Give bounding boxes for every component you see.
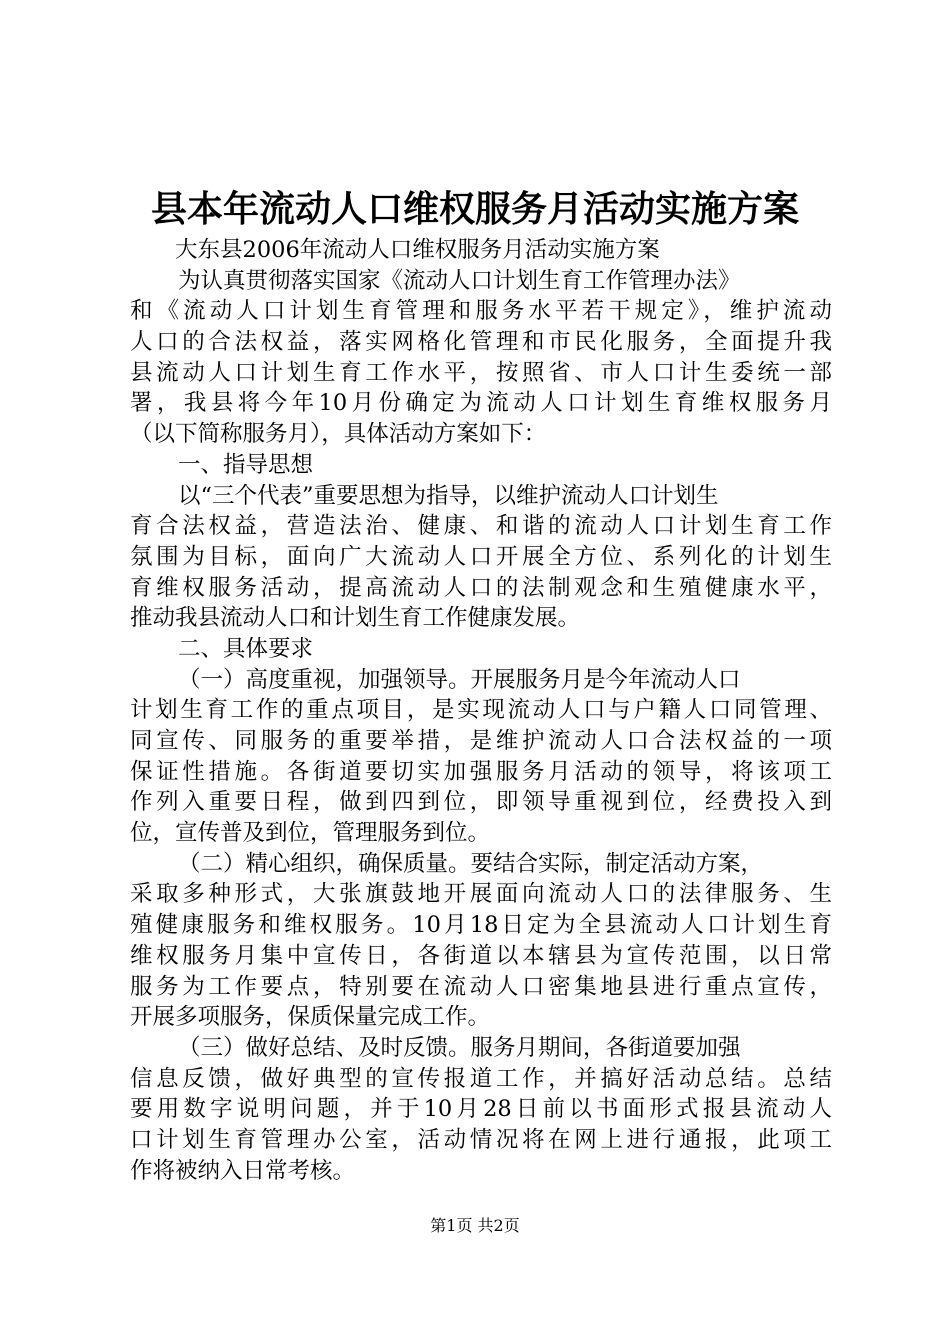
text-line: 育维权服务活动，提高流动人口的法制观念和生殖健康水平， [130, 574, 832, 601]
text-line: 口计划生育管理办公室，活动情况将在网上进行通报，此项工 [130, 1126, 832, 1153]
text-line: 信息反馈，做好典型的宣传报道工作，并搞好活动总结。总结 [130, 1065, 832, 1092]
text-line: 为认真贯彻落实国家《流动人口计划生育工作管理办法》 [178, 267, 741, 294]
page-footer: 第1页 共2页 [430, 1216, 520, 1235]
text-line: 位，宣传普及到位，管理服务到位。 [130, 820, 491, 847]
text-line: 殖健康服务和维权服务。10月18日定为全县流动人口计划生育 [130, 912, 832, 939]
text-line: 育合法权益，营造法治、健康、和谐的流动人口计划生育工作 [130, 513, 832, 540]
text-line: 人口的合法权益，落实网格化管理和市民化服务，全面提升我 [130, 329, 832, 356]
text-line: 维权服务月集中宣传日，各街道以本辖县为宣传范围，以日常 [130, 942, 832, 969]
text-line: 氛围为目标，面向广大流动人口开展全方位、系列化的计划生 [130, 543, 832, 570]
document-title: 县本年流动人口维权服务月活动实施方案 [150, 188, 799, 230]
text-line: 要用数字说明问题，并于10月28日前以书面形式报县流动人 [130, 1096, 832, 1123]
text-line: 计划生育工作的重点项目，是实现流动人口与户籍人口同管理、 [130, 697, 832, 724]
text-line: 推动我县流动人口和计划生育工作健康发展。 [130, 605, 581, 632]
text-line: 服务为工作要点，特别要在流动人口密集地县进行重点宣传， [130, 973, 832, 1000]
text-line: 大东县2006年流动人口维权服务月活动实施方案 [175, 237, 660, 263]
text-line: 开展多项服务，保质保量完成工作。 [130, 1004, 491, 1031]
text-line: 县流动人口计划生育工作水平，按照省、市人口计生委统一部 [130, 359, 832, 386]
text-line: 采取多种形式，大张旗鼓地开展面向流动人口的法律服务、生 [130, 881, 832, 908]
text-line: 作将被纳入日常考核。 [130, 1157, 356, 1184]
text-line: 一、指导思想 [178, 451, 314, 478]
text-line: 保证性措施。各街道要切实加强服务月活动的领导，将该项工 [130, 758, 832, 785]
text-line: （一）高度重视，加强领导。开展服务月是今年流动人口 [178, 666, 741, 693]
document-body [130, 235, 832, 1186]
text-line: 作列入重要日程，做到四到位，即领导重视到位，经费投入到 [130, 789, 832, 816]
text-line: 署，我县将今年10月份确定为流动人口计划生育维权服务月 [130, 390, 832, 417]
text-line: 同宣传、同服务的重要举措，是维护流动人口合法权益的一项 [130, 728, 832, 754]
text-line: 以“三个代表”重要思想为指导，以维护流动人口计划生 [178, 482, 719, 509]
text-line: （二）精心组织，确保质量。要结合实际，制定活动方案， [178, 850, 764, 877]
text-line: 和《流动人口计划生育管理和服务水平若干规定》，维护流动 [130, 298, 832, 325]
text-line: （以下简称服务月），具体活动方案如下： [130, 421, 547, 448]
text-line: （三）做好总结、及时反馈。服务月期间，各街道要加强 [178, 1034, 741, 1061]
text-line: 二、具体要求 [178, 635, 314, 662]
